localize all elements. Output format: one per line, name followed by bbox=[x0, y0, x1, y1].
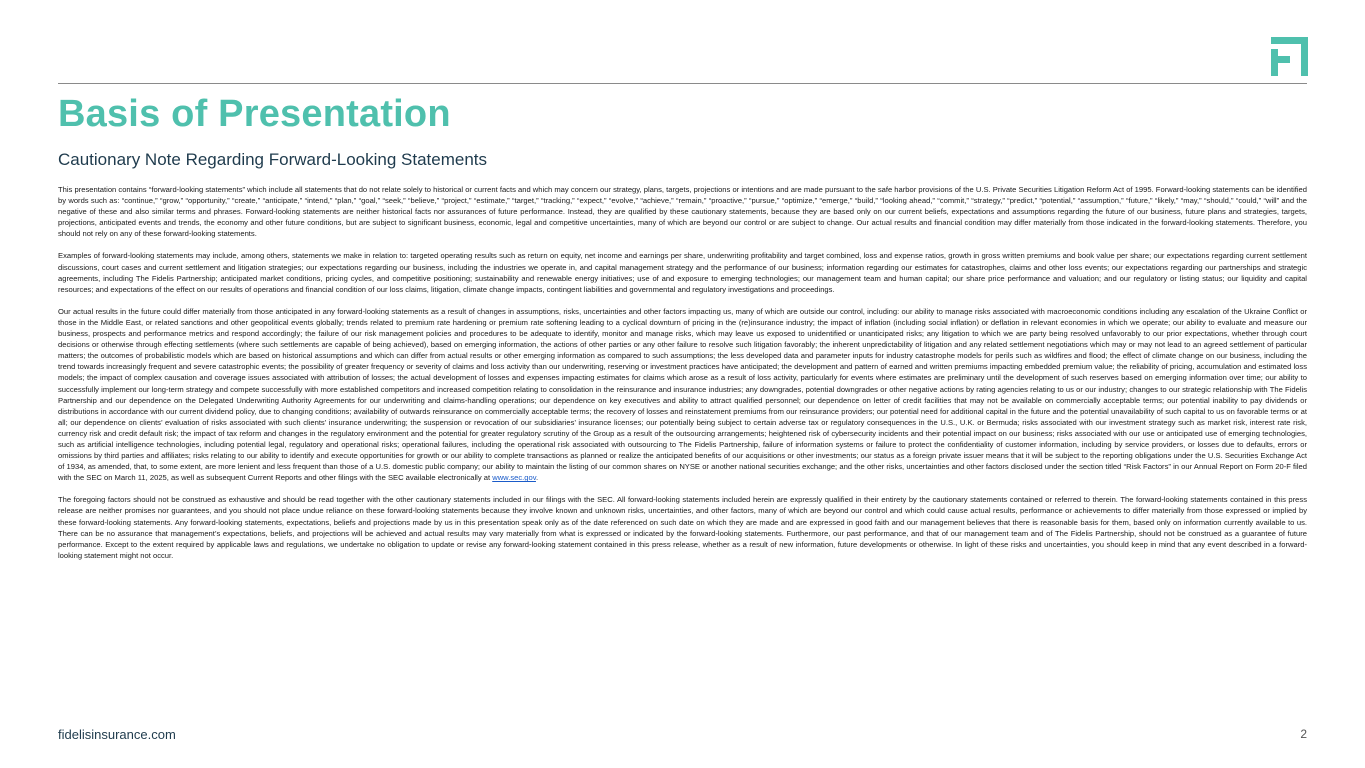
footer-website: fidelisinsurance.com bbox=[58, 727, 176, 742]
page-number: 2 bbox=[1300, 727, 1307, 741]
sec-link[interactable]: www.sec.gov bbox=[492, 473, 536, 483]
paragraph bbox=[58, 306, 1307, 484]
paragraph: Examples of forward-looking statements may include, among others, statements we make in relation to: targeted operating results such as return on equity, net income and earnings per share, underwriting profitability and target combined, loss and expense ratios, growth in gross written premiums and book value per share; our expectations regarding current settlement discussions, court cases and current settlement and litigation strategies; our expectations regarding our business, including the industries we operate in, and capital management strategy and the performance of our business; information regarding our estimates for catastrophes, claims and other loss events; our expectations regarding our partnerships and strategic agreements, including The Fidelis Partnership; anticipated market conditions, pricing cycles, and competitive positioning; sustainability and renewable energy initiatives; use of and exposure to emerging technologies; our management team and human capital; our share price performance and valuation; and our regulatory or listing status; our liquidity and capital resources; and expectations of the effect on our results of operations and financial condition of our loss claims, litigation, climate change impacts, contingent liabilities and governmental and regulatory investigations and proceedings. bbox=[58, 251, 1307, 294]
fidelis-f-logo-icon bbox=[1271, 37, 1308, 76]
paragraph-text: Our actual results in the future could differ materially from those anticipated in any forward-looking statements as a result of changes in assumptions, risks, uncertainties and other factors impacting us, many of which are outside our control, including: our ability to manage risks associated with macroeconomic conditions including any escalation of the Ukraine Conflict or those in the Middle East, or related sanctions and other geopolitical events globally; trends related to premium rate hardening or premium rate softening leading to a cyclical downturn of pricing in the (re)insurance industry; the impact of inflation (including social inflation) or deflation in relevant economies in which we operate; our ability to evaluate and measure our business, prospects and performance metrics and respond accordingly; the failure of our risk management policies and procedures to be adequate to identify, monitor and manage risks, which may leave us exposed to unidentified or unanticipated risks; any litigation to which we are party being resolved unfavorably to our prior expectations, whether through court decisions or otherwise through effecting settlements (where such settlements are capable of being achieved), based on emerging information, the actions of other parties or any other failure to resolve such litigation favorably; the inherent unpredictability of litigation and any related settlement negotiations which may or may not lead to an agreed settlement of particular matters; the outcomes of probabilistic models which are based on historical assumptions and which can differ from actual results or other emerging information as compared to such assumptions; the less developed data and parameter inputs for industry catastrophe models for perils such as wildfires and flood; the effect of climate change on our business, including the trend towards increasingly frequent and severe catastrophic events; the possibility of greater frequency or severity of claims and loss activity than our underwriting, reserving or investment practices have anticipated; the development and pattern of earned and written premiums impacting embedded premium value; the reliability of pricing, accumulation and estimated loss models; the impact of complex causation and coverage issues associated with attribution of losses; the actual development of losses and expenses impacting estimates for claims which arose as a result of loss activity, particularly for events where estimates are preliminary until the development of such reserves based on emerging information over time; our ability to successfully implement our long-term strategy and compete successfully with more established competitors and increased competition relating to consolidation in the reinsurance and insurance industries; any downgrades, potential downgrades or other negative actions by rating agencies relating to us or our industry; changes to our strategic relationship with The Fidelis Partnership and our dependence on the Delegated Underwriting Authority Agreements for our underwriting and claims-handling operations; our dependence on key executives and ability to attract qualified personnel; our dependence on letter of credit facilities that may not be available on commercially acceptable terms; our potential inability to pay dividends or distributions in accordance with our current dividend policy, due to changing conditions; availability of outwards reinsurance on commercially acceptable terms; the recovery of losses and reinstatement premiums from our reinsurance providers; our potential need for additional capital in the future and the potential unavailability of such capital to us on favorable terms or at all; our dependence on clients’ evaluation of risks associated with such clients’ insurance underwriting; the suspension or revocation of our subsidiaries’ insurance licenses; our potentially being subject to certain adverse tax or regulatory consequences in the U.S., U.K. or Bermuda; risks associated with our investment strategy such as market risk, interest rate risk, currency risk and credit default risk; the impact of tax reform and changes in the regulatory environment and the potential for greater regulatory scrutiny of the Group as a result of the outsourcing arrangements; heightened risk of cybersecurity incidents and their potential impact on our business; risks associated with our use or anticipated use of emerging technologies, such as artificial intelligence technologies, including potential legal, regulatory and operational risks; operational failures, including the operational risk associated with outsourcing to The Fidelis Partnership, failure of information systems or failure to protect the confidentiality of customer information, including by service providers, or losses due to defaults, errors or omissions by third parties and affiliates; risks relating to our ability to identify and execute opportunities for growth or our ability to complete transactions as planned or realize the anticipated benefits of our acquisitions or other investments; our status as a foreign private issuer means that it will be subject to the reporting obligations under the U.S. Securities Exchange Act of 1934, as amended, that, to some extent, are more lenient and less frequent than those of a U.S. domestic public company; our ability to maintain the listing of our common shares on NYSE or another national securities exchange; and the other risks, uncertainties and other factors disclosed under the section titled “Risk Factors” in our Annual Report on Form 20-F filed with the SEC on March 11, 2025, as well as subsequent Current Reports and other filings with the SEC available electronically at bbox=[58, 306, 1307, 483]
page-title: Basis of Presentation bbox=[58, 93, 451, 135]
paragraph: The foregoing factors should not be construed as exhaustive and should be read together with the other cautionary statements included in our filings with the SEC. All forward-looking statements included herein are expressly qualified in their entirety by the cautionary statements contained or referred to therein. The forward-looking statements contained in this press release are neither promises nor guarantees, and you should not place undue reliance on these forward-looking statements because they involve known and unknown risks, uncertainties, and other factors, many of which are beyond our control and which could cause actual results, performance or achievements to differ materially from those expressed or implied by these forward-looking statements. Any forward-looking statements, expectations, beliefs and projections made by us in this presentation speak only as of the date referenced on such date on which they are made and are expressed in good faith and our management believes that there is reasonable basis for them, based only on information currently available to us. There can be no assurance that management’s expectations, beliefs, and projections will be achieved and actual results may vary materially from what is expressed or indicated by the forward-looking statements. Furthermore, our past performance, and that of our management team and of The Fidelis Partnership, should not be construed as a guarantee of future performance. Except to the extent required by applicable laws and regulations, we undertake no obligation to update or revise any forward-looking statement contained in this press release, whether as a result of new information, future developments or otherwise. In light of these risks and uncertainties, you should keep in mind that any event described in a forward-looking statement might not occur. bbox=[58, 495, 1307, 560]
paragraph: This presentation contains “forward-looking statements” which include all statements that do not relate solely to historical or current facts and which may concern our strategy, plans, targets, projections or intentions and are made pursuant to the safe harbor provisions of the U.S. Private Securities Litigation Reform Act of 1995. Forward-looking statements can be identified by words such as: “continue,” “grow,” “opportunity,” “create,” “anticipate,” “intend,” “plan,” “goal,” “seek,” “believe,” “project,” “estimate,” “target,” “tracking,” “expect,” “evolve,” “achieve,” “remain,” “proactive,” “pursue,” “optimize,” “emerge,” “build,” “looking ahead,” “commit,” “strategy,” “predict,” “potential,” “assumption,” “future,” “likely,” “may,” “should,” “could,” “will” and the negative of these and also similar terms and phrases. Forward-looking statements are neither historical facts nor assurances of future performance. Instead, they are qualified by these cautionary statements, because they are based only on our current beliefs, expectations and assumptions regarding the future of our business, future plans and strategies, targets, projections, anticipated events and trends, the economy and other future conditions, but are subject to significant business, economic, legal and competitive uncertainties, many of which are beyond our control or are subject to change. Our actual results and financial condition may differ materially from those indicated in the forward-looking statements. Therefore, you should not rely on any of these forward-looking statements. bbox=[58, 185, 1307, 239]
section-subtitle: Cautionary Note Regarding Forward-Looking Statements bbox=[58, 150, 488, 169]
disclaimer-body bbox=[58, 184, 1307, 572]
sec-link-suffix: . bbox=[535, 473, 539, 483]
header-divider bbox=[58, 83, 1307, 84]
